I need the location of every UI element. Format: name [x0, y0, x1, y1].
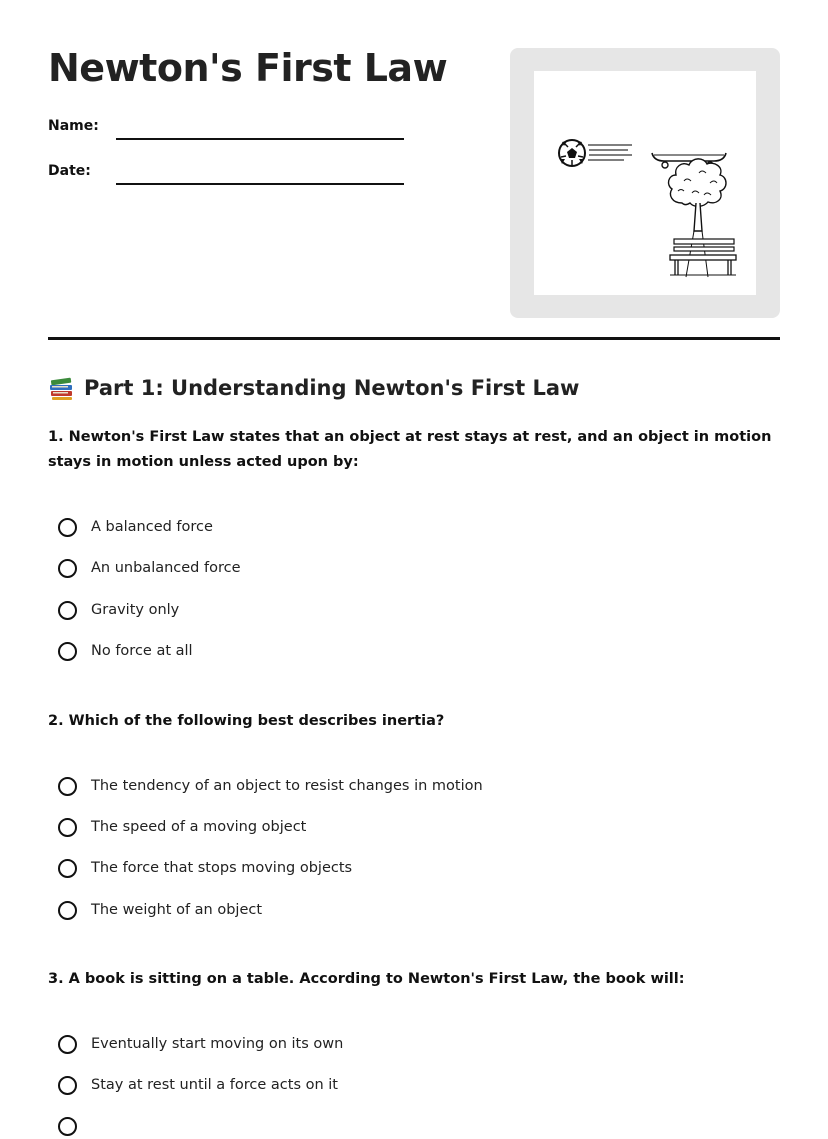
option-2-d[interactable]: [58, 897, 262, 923]
question-2: 2. Which of the following best describes inertia?: [48, 713, 445, 729]
illustration: [534, 71, 756, 295]
option-2-c[interactable]: [58, 855, 352, 881]
section-title: Part 1: Understanding Newton's First Law: [84, 376, 580, 400]
option-3-b[interactable]: [58, 1072, 338, 1098]
option-1-a[interactable]: [58, 514, 213, 540]
option-label: A balanced force: [91, 519, 213, 535]
name-field[interactable]: [116, 138, 404, 140]
radio-button[interactable]: [58, 518, 77, 537]
option-3-c[interactable]: [58, 1113, 91, 1139]
radio-button[interactable]: [58, 1076, 77, 1095]
option-1-c[interactable]: [58, 597, 179, 623]
books-icon: [48, 374, 76, 402]
option-2-b[interactable]: [58, 814, 306, 840]
option-label: Stay at rest until a force acts on it: [91, 1077, 338, 1093]
radio-button[interactable]: [58, 859, 77, 878]
radio-button[interactable]: [58, 1117, 77, 1136]
option-1-b[interactable]: [58, 555, 241, 581]
name-label: Name:: [48, 118, 99, 134]
radio-button[interactable]: [58, 601, 77, 620]
option-label: The weight of an object: [91, 902, 263, 918]
section-heading: [48, 374, 579, 402]
radio-button[interactable]: [58, 901, 77, 920]
radio-button[interactable]: [58, 777, 77, 796]
option-label: The speed of a moving object: [91, 819, 307, 835]
option-label: The tendency of an object to resist changes in motion: [91, 778, 483, 794]
radio-button[interactable]: [58, 818, 77, 837]
worksheet-title: Newton's First Law: [48, 46, 448, 90]
header-divider: [48, 337, 780, 340]
radio-button[interactable]: [58, 559, 77, 578]
soccer-ball-icon: [559, 140, 632, 166]
radio-button[interactable]: [58, 642, 77, 661]
option-label: Gravity only: [91, 602, 180, 618]
option-label: An unbalanced force: [91, 560, 241, 576]
option-2-a[interactable]: [58, 773, 483, 799]
question-1: 1. Newton's First Law states that an object at rest stays at rest, and an object in motion stays in motion unless acted upon by:: [48, 429, 772, 470]
date-label: Date:: [48, 163, 91, 179]
radio-button[interactable]: [58, 1035, 77, 1054]
option-label: Eventually start moving on its own: [91, 1036, 344, 1052]
date-field[interactable]: [116, 183, 404, 185]
park-bench-icon: [670, 239, 736, 275]
option-1-d[interactable]: [58, 638, 193, 664]
option-label: The force that stops moving objects: [91, 860, 353, 876]
option-3-a[interactable]: [58, 1031, 343, 1057]
option-label: No force at all: [91, 643, 193, 659]
illustration-frame: [510, 48, 780, 318]
question-3: 3. A book is sitting on a table. According to Newton's First Law, the book will:: [48, 971, 685, 987]
